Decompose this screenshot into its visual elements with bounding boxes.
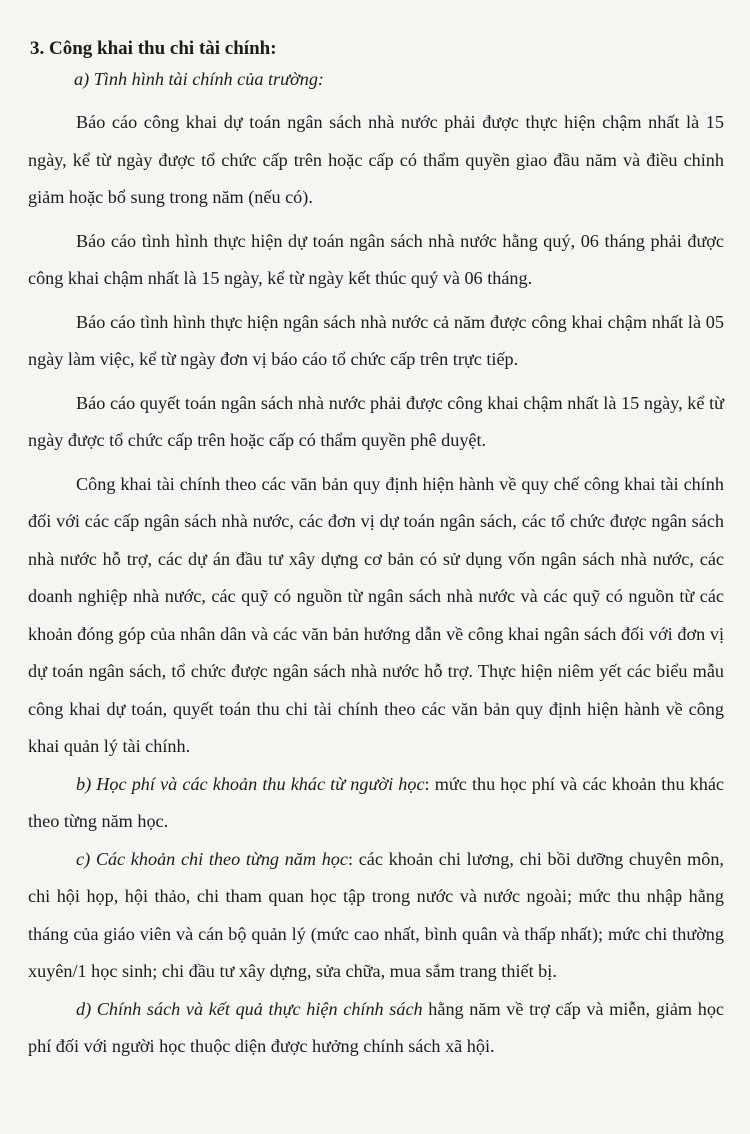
subsection-d-text: hằng năm về trợ cấp và miễn, giảm học phí đối với người học thuộc diện được hưởng chính sách xã hội. bbox=[28, 998, 724, 1056]
subsection-d-heading: d) Chính sách và kết quả thực hiện chính sách bbox=[76, 998, 423, 1019]
subsection-c-text: : các khoản chi lương, chi bồi dưỡng chuyên môn, chi hội họp, hội thảo, chi tham quan học tập trong nước và nước ngoài; mức thu nhập hằng tháng của giáo viên và cán bộ quản lý (mức cao nhất, bình quân và thấp nhất); mức chi thường xuyên/1 học sinh; chi đầu tư xây dựng, sửa chữa, mua sắm trang thiết bị. bbox=[28, 848, 724, 981]
paragraph-2: Báo cáo tình hình thực hiện dự toán ngân sách nhà nước hằng quý, 06 tháng phải được công khai chậm nhất là 15 ngày, kể từ ngày kết thúc quý và 06 tháng. bbox=[28, 230, 724, 288]
subsection-c bbox=[28, 841, 724, 991]
subsection-d bbox=[28, 991, 724, 1066]
paragraph-4: Báo cáo quyết toán ngân sách nhà nước phải được công khai chậm nhất là 15 ngày, kể từ ngày được tổ chức cấp trên hoặc cấp có thẩm quyền phê duyệt. bbox=[28, 392, 724, 450]
subsection-b-heading: b) Học phí và các khoản thu khác từ người học bbox=[76, 773, 425, 794]
section-title: 3. Công khai thu chi tài chính: bbox=[30, 38, 277, 59]
subsection-c-heading: c) Các khoản chi theo từng năm học bbox=[76, 848, 348, 869]
subsection-a-heading: a) Tình hình tài chính của trường: bbox=[74, 69, 324, 89]
subsection-b bbox=[28, 766, 724, 841]
subsection-b-text: : mức thu học phí và các khoản thu khác theo từng năm học. bbox=[28, 773, 725, 831]
paragraph-1: Báo cáo công khai dự toán ngân sách nhà nước phải được thực hiện chậm nhất là 15 ngày, kể từ ngày được tổ chức cấp trên hoặc cấp có thẩm quyền giao đầu năm và điều chỉnh giảm hoặc bổ sung trong năm (nếu có). bbox=[28, 112, 724, 207]
paragraph-3: Báo cáo tình hình thực hiện ngân sách nhà nước cả năm được công khai chậm nhất là 05 ngày làm việc, kể từ ngày đơn vị báo cáo tổ chức cấp trên trực tiếp. bbox=[28, 311, 724, 369]
paragraph-5: Công khai tài chính theo các văn bản quy định hiện hành về quy chế công khai tài chính đối với các cấp ngân sách nhà nước, các đơn vị dự toán ngân sách, các tổ chức được ngân sách nhà nước hỗ trợ, các dự án đầu tư xây dựng cơ bản có sử dụng vốn ngân sách nhà nước, các doanh nghiệp nhà nước, các quỹ có nguồn từ ngân sách nhà nước và các quỹ có nguồn từ các khoản đóng góp của nhân dân và các văn bản hướng dẫn về công khai ngân sách đối với đơn vị dự toán ngân sách, tổ chức được ngân sách nhà nước hỗ trợ. Thực hiện niêm yết các biểu mẫu công khai dự toán, quyết toán thu chi tài chính theo các văn bản quy định hiện hành về công khai quản lý tài chính. bbox=[28, 473, 724, 756]
